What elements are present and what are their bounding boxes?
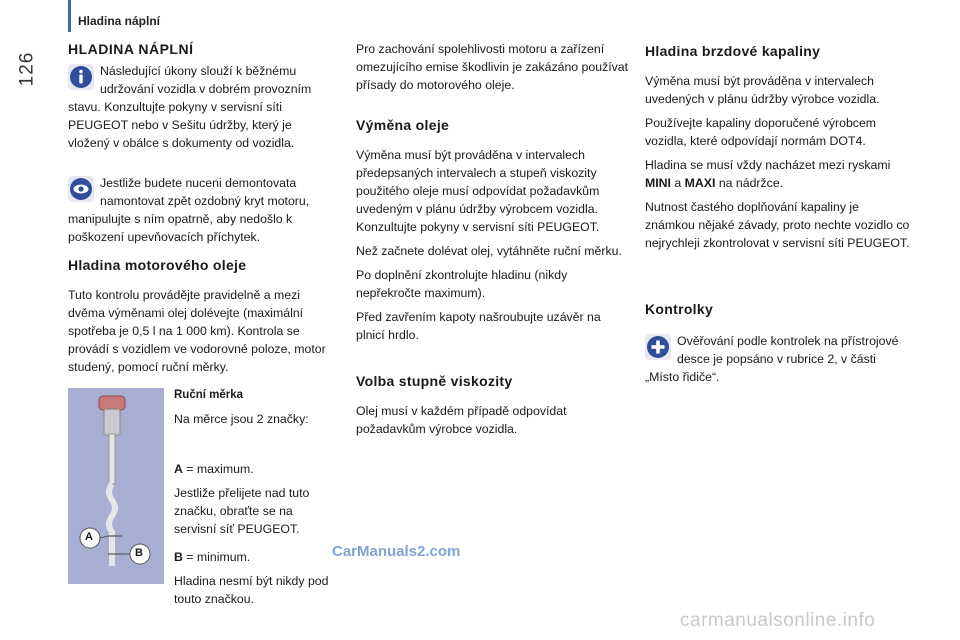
viscosity-text: Olej musí v každém případě odpovídat požadavkům výrobce vozidla. [356, 404, 567, 436]
brake-p2: Používejte kapaliny doporučené výrobcem vozidla, které odpovídají normám DOT4. [645, 116, 877, 148]
brake-p1: Výměna musí být prováděna v intervalech uvedených v plánu údržby výrobce vozidla. [645, 74, 880, 106]
info-icon [68, 64, 94, 90]
page-header-title: Hladina náplní [78, 14, 161, 28]
viscosity-title: Volba stupně viskozity [356, 373, 513, 389]
mark-a-text: Jestliže přelijete nad tuto značku, obraťte se na servisní síť PEUGEOT. [174, 486, 310, 536]
brake-fluid-title: Hladina brzdové kapaliny [645, 43, 821, 59]
warning-lights-title: Kontrolky [645, 301, 714, 317]
eye-paragraph: Jestliže budete nuceni demontovata namontovat zpět ozdobný kryt motoru, manipulujte s ním opatrně, aby nedošlo k poškození upevňovacích příchytek. [68, 176, 310, 244]
engine-oil-title: Hladina motorového oleje [68, 257, 247, 273]
info-paragraph: Následující úkony slouží k běžnému udržování vozidla v dobrém provozním stavu. Konzultujte pokyny v servisní síti PEUGEOT nebo v Sešitu údržby, který je vložený v obálce s dokumenty od vozidla. [68, 64, 312, 150]
engine-oil-text: Tuto kontrolu provádějte pravidelně a mezi dvěma výměnami olej dolévejte (maximální spotřeba je 0,5 l na 1 000 km). Kontrola se provádí s vozidlem ve vodorovné poloze, motor studený, pomocí ruční měrky. [68, 288, 326, 374]
mark-b-definition: B = minimum. [174, 550, 251, 564]
oil-change-p3: Po doplnění zkontrolujte hladinu (nikdy nepřekročte maximum). [356, 268, 568, 300]
dipstick-label-a: A [85, 531, 93, 543]
mark-a-definition: A = maximum. [174, 462, 254, 476]
dipstick-text-block [174, 386, 334, 614]
dipstick-intro: Na měrce jsou 2 značky: [174, 412, 309, 426]
column-1 [68, 40, 336, 382]
eye-icon [68, 176, 94, 202]
main-title: HLADINA NÁPLNÍ [68, 41, 194, 57]
dipstick-image [68, 388, 164, 584]
plus-icon [645, 334, 671, 360]
oil-change-p1: Výměna musí být prováděna v intervalech předepsaných intervalech a stupeň viskozity použitého oleje musí odpovídat požadavkům uvedeným v plánu údržby výrobcem vozidla. Konzultujte pokyny v servisní síti PEUGEOT. [356, 148, 600, 234]
mark-b-text: Hladina nesmí být nikdy pod touto značkou. [174, 574, 329, 606]
brake-p4: Nutnost častého doplňování kapaliny je známkou nějaké závady, proto nechte vozidlo co nejrychleji zkontrolovat v servisní síti PEUGEOT. [645, 200, 910, 250]
page-number: 126 [16, 51, 38, 87]
column-2 [356, 40, 630, 444]
intro-paragraph: Pro zachování spolehlivosti motoru a zařízení omezujícího emise škodlivin je zakázáno používat přísady do motorového oleje. [356, 42, 629, 92]
carmanualsonline-watermark: carmanualsonline.info [680, 610, 876, 631]
header-accent-bar [68, 0, 71, 32]
dipstick-title: Ruční měrka [174, 389, 244, 401]
oil-change-p4: Před zavřením kapoty našroubujte uzávěr na plnicí hrdlo. [356, 310, 601, 342]
carmanuals-watermark: CarManuals2.com [332, 543, 461, 560]
dipstick-label-b: B [135, 547, 143, 559]
warning-lights-paragraph: Ověřování podle kontrolek na přístrojové desce je popsáno v rubrice 2, v části „Místo řidiče“. [645, 334, 899, 384]
brake-p3: Hladina se musí vždy nacházet mezi ryskami MINI a MAXI na nádržce. [645, 158, 891, 190]
column-3 [645, 42, 911, 392]
oil-change-title: Výměna oleje [356, 117, 450, 133]
oil-change-p2: Než začnete dolévat olej, vytáhněte ruční měrku. [356, 244, 622, 258]
